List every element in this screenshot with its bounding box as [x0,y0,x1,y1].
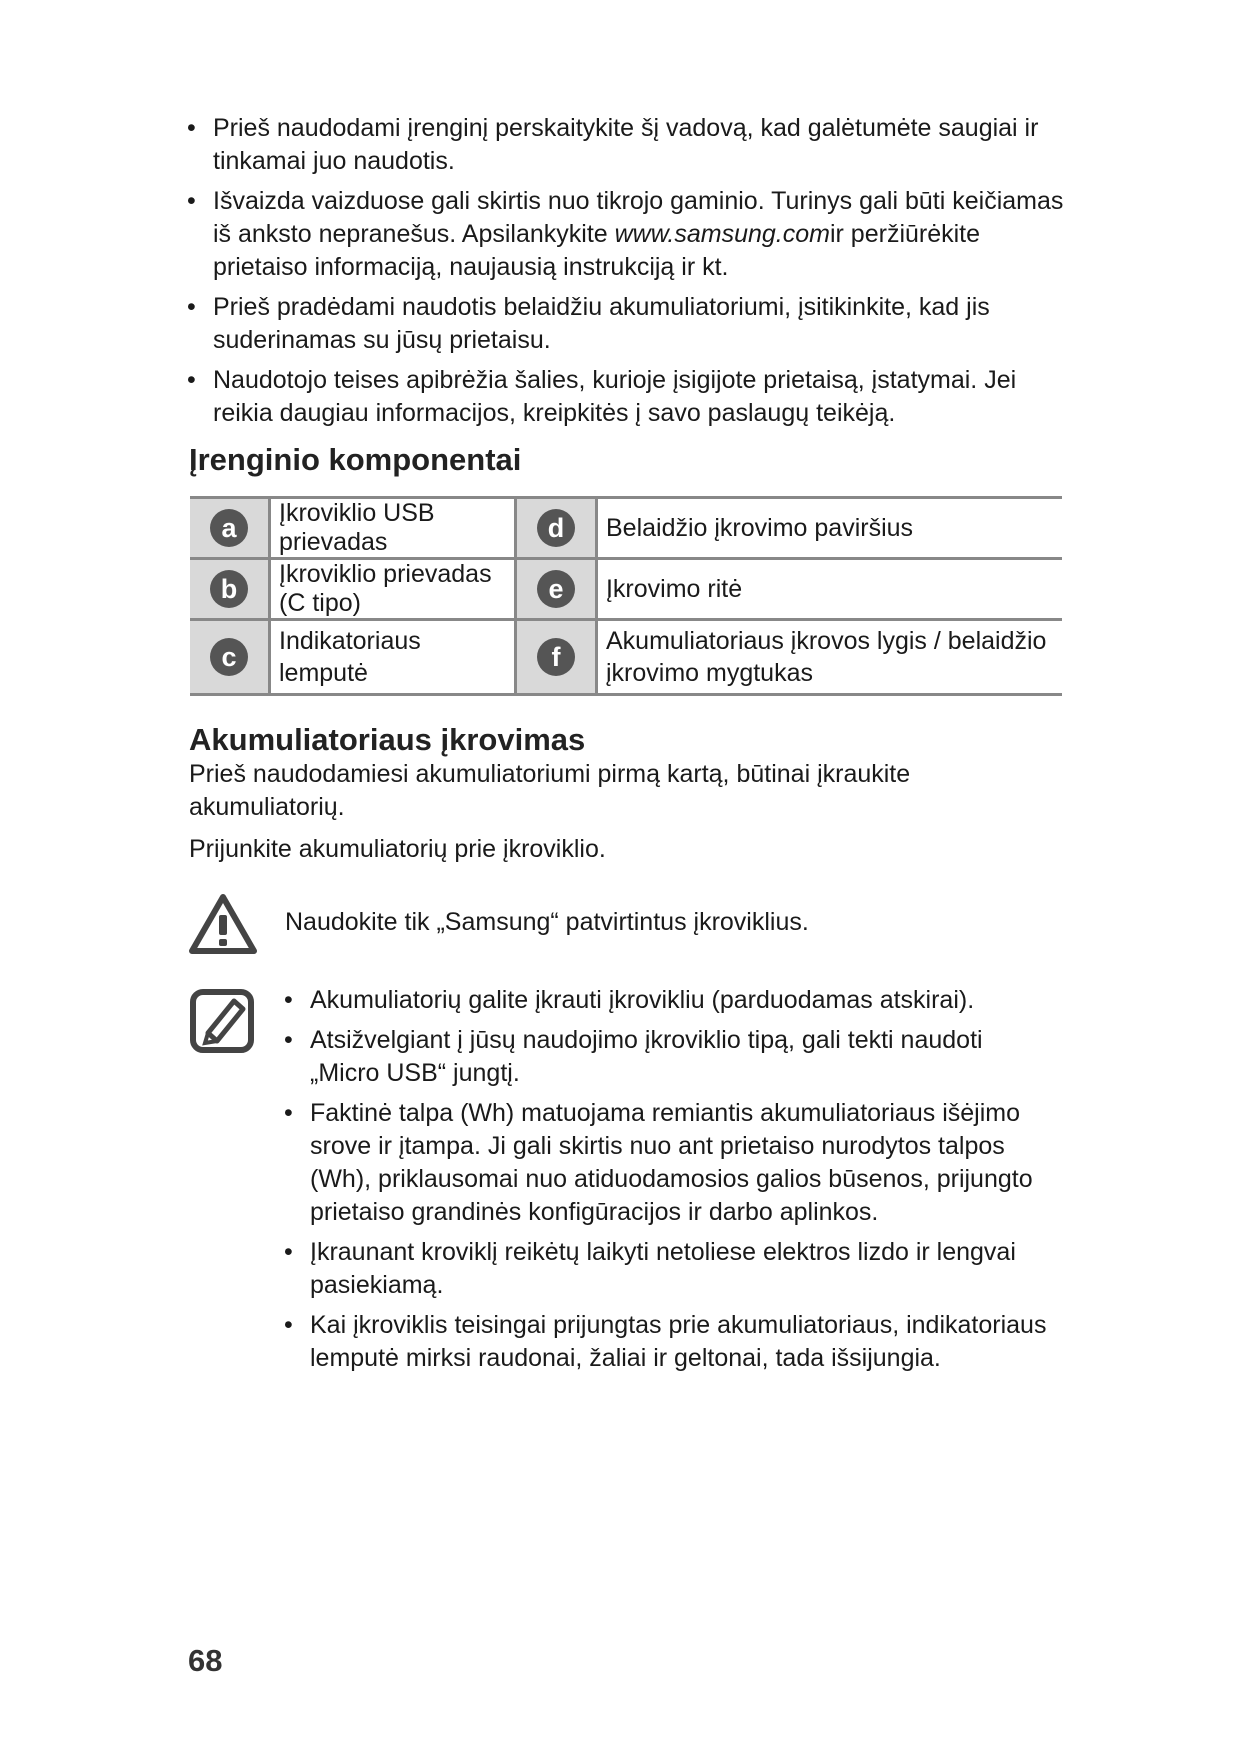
badge-cell [190,559,270,620]
component-label: Belaidžio įkrovimo paviršius [596,498,1062,559]
note-pencil-icon [188,987,256,1055]
badge-cell [190,498,270,559]
component-label: Akumuliatoriaus įkrovos lygis / belaidžio įkrovimo mygtukas [596,620,1062,695]
components-heading: Įrenginio komponentai [189,442,522,477]
note-item: • Faktinė talpa (Wh) matuojama remiantis akumuliatoriaus išėjimo srove ir įtampa. Ji gali skirtis nuo ant prietaiso nurodytos talpos (Wh), priklausomai nuo atiduodamosios galios būsenos, prijungto prietaiso grandinės konfigūracijos ir darbo aplinkos. [282,1097,1052,1229]
table-row [190,498,1062,559]
intro-bullet-text: ir peržiūrėkite prietaiso informaciją, naujausią instrukciją ir kt. [213,220,981,281]
table-row [190,620,1062,695]
badge-a-icon: a [210,509,248,547]
intro-bullet-text: Išvaizda vaizduose gali skirtis nuo tikrojo gaminio. Turinys gali būti keičiamas iš anksto nepranešus. Apsilankykite [213,187,1064,248]
badge-cell [515,620,596,695]
samsung-link[interactable]: www.samsung.com [614,220,830,248]
component-label: Indikatoriaus lemputė [270,620,516,695]
badge-cell [515,498,596,559]
note-item: • Atsižvelgiant į jūsų naudojimo įkroviklio tipą, gali tekti naudoti „Micro USB“ jungtį. [282,1024,1052,1090]
badge-d-icon: d [537,509,575,547]
badge-b-icon: b [210,570,248,608]
charging-paragraph: Prieš naudodamiesi akumuliatoriumi pirmą kartą, būtinai įkraukite akumuliatorių. [189,760,911,821]
page-number: 68 [188,1643,223,1678]
warning-triangle-icon [188,893,258,955]
intro-bullet: • Prieš pradėdami naudotis belaidžiu akumuliatoriumi, įsitikinkite, kad jis suderinamas su jūsų prietaisu. [185,291,1065,357]
component-label: Įkroviklio USB prievadas [270,498,516,559]
component-label: Įkrovimo ritė [596,559,1062,620]
badge-cell [190,620,270,695]
intro-bullet: • Naudotojo teises apibrėžia šalies, kurioje įsigijote prietaisą, įstatymai. Jei reikia daugiau informacijos, kreipkitės į savo paslaugų teikėją. [185,364,1065,430]
badge-cell [515,559,596,620]
intro-bullet: • Prieš naudodami įrenginį perskaitykite šį vadovą, kad galėtumėte saugiai ir tinkamai juo naudotis. [185,112,1065,178]
badge-e-icon: e [537,570,575,608]
charging-heading: Akumuliatoriaus įkrovimas [189,722,586,757]
warning-text: Naudokite tik „Samsung“ patvirtintus įkroviklius. [285,908,809,936]
component-label: Įkroviklio prievadas (C tipo) [270,559,516,620]
note-item: • Įkraunant kroviklį reikėtų laikyti netoliese elektros lizdo ir lengvai pasiekiamą. [282,1236,1052,1302]
note-item: • Akumuliatorių galite įkrauti įkrovikliu (parduodamas atskirai). [282,984,1052,1017]
note-list [282,984,1052,1382]
table-row [190,559,1062,620]
badge-c-icon: c [210,638,248,676]
components-table [190,496,1062,696]
intro-bullet-list [185,112,1065,437]
charging-paragraph: Prijunkite akumuliatorių prie įkroviklio. [189,835,606,863]
note-item: • Kai įkroviklis teisingai prijungtas prie akumuliatoriaus, indikatoriaus lemputė mirksi raudonai, žaliai ir geltonai, tada išsijungia. [282,1309,1052,1375]
intro-bullet [185,185,1065,284]
badge-f-icon: f [537,638,575,676]
